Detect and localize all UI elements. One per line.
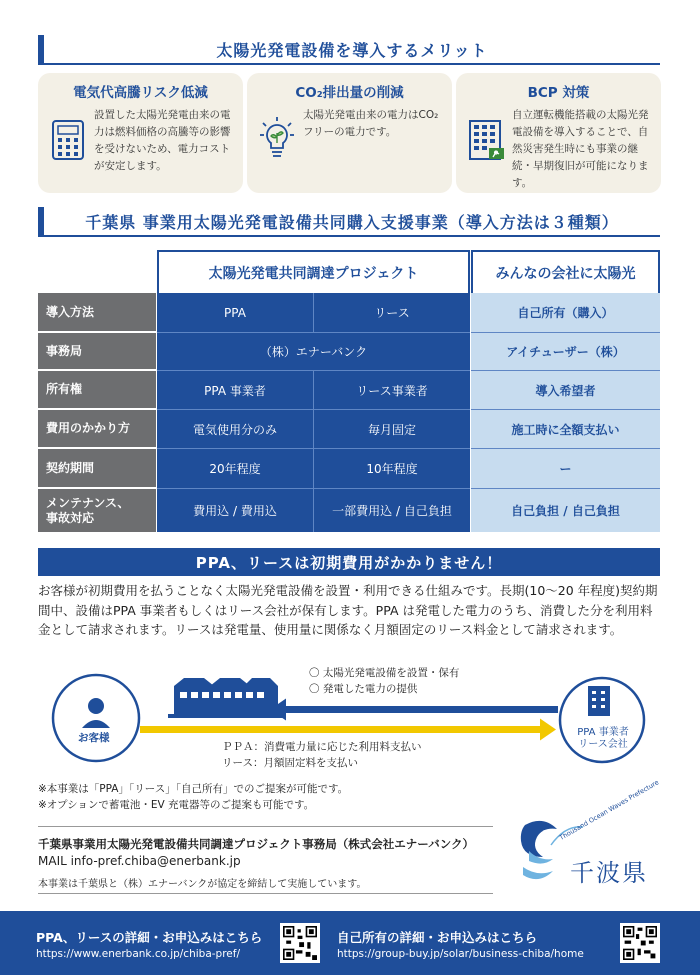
cell-lease: リース xyxy=(314,293,470,333)
benefit-text: 自立運転機能搭載の太陽光発電設備を導入することで、自然災害発生時にも事業の継続・早期復旧が可能になります。 xyxy=(512,109,649,189)
provider-label xyxy=(568,727,638,751)
provider-line1: PPA 事業者 xyxy=(577,727,629,738)
person-icon xyxy=(82,698,110,728)
footer xyxy=(0,911,700,975)
cell-maint-b: 一部費用込 / 自己負担 xyxy=(314,489,470,532)
cell-cost-a: 電気使用分のみ xyxy=(157,410,314,449)
qr-code-icon[interactable] xyxy=(620,923,660,963)
building-icon xyxy=(466,115,506,165)
service-line2: 〇 発電した電力の提供 xyxy=(309,683,418,695)
banner-no-initial-cost: PPA、リースは初期費用がかかりません！ xyxy=(38,548,660,576)
footer-right-title: 自己所有の詳細・お申込みはこちら xyxy=(337,930,538,945)
cell-office-ab: （株）エナーバンク xyxy=(157,333,470,371)
cell-maint-a: 費用込 / 費用込 xyxy=(157,489,314,532)
logo-subtitle: Thousand Ocean Waves Prefecture xyxy=(558,778,661,842)
service-line1: 〇 太陽光発電設備を設置・保有 xyxy=(309,667,460,679)
row-label-term: 契約期間 xyxy=(38,449,156,489)
benefit-title: BCP 対策 xyxy=(527,85,590,101)
benefit-title: 電気代高騰リスク低減 xyxy=(73,85,208,101)
factory-icon xyxy=(168,678,284,718)
qr-code-icon[interactable] xyxy=(280,923,320,963)
payment-line2: リース：月額固定料を支払い xyxy=(222,757,358,769)
cell-term-b: 10年程度 xyxy=(314,449,470,489)
row-label-ownership: 所有権 xyxy=(38,371,156,410)
cell-cost-b: 毎月固定 xyxy=(314,410,470,449)
body-text: お客様が初期費用を払うことなく太陽光発電設備を設置・利用できる仕組みです。長期(10〜20 年程度)契約期間中、設備はPPA 事業者もしくはリース会社が保有します。PPA は発電した電力のうち、消費した分を利用料金として請求されます。リースは発電量、使用量に関係なく月額固定のリース料金として請求されます。 xyxy=(38,583,658,637)
customer-label: お客様 xyxy=(78,732,110,744)
cell-cost-c: 施工時に全額支払い xyxy=(471,410,660,449)
calculator-icon xyxy=(48,115,88,165)
row-label-office: 事務局 xyxy=(38,333,156,371)
benefit-title: CO₂排出量の削減 xyxy=(295,85,404,101)
payment-line1: ＰＰＡ：消費電力量に応じた利用料支払い xyxy=(222,741,422,753)
service-labels xyxy=(309,665,459,697)
cell-term-a: 20年程度 xyxy=(157,449,314,489)
row-label-method: 導入方法 xyxy=(38,293,156,333)
column-head-minna: みんなの会社に太陽光 xyxy=(471,250,660,293)
benefit-text: 太陽光発電由来の電力はCO₂フリーの電力です。 xyxy=(303,109,439,138)
contact-note: 本事業は千葉県と（株）エナーバンクが協定を締結して実施しています。 xyxy=(38,879,367,890)
divider xyxy=(38,826,493,827)
row-label-maintenance xyxy=(38,489,156,532)
row-label-line2: 事故対応 xyxy=(46,510,95,525)
footer-left-title: PPA、リースの詳細・お申込みはこちら xyxy=(36,930,263,945)
benefit-card-bcp xyxy=(456,73,661,193)
arrow-right-yellow xyxy=(140,719,556,741)
contact-mail[interactable]: MAIL info-pref.chiba@enerbank.jp xyxy=(38,854,241,868)
provider-line2: リース会社 xyxy=(578,739,628,750)
row-label-cost: 費用のかかり方 xyxy=(38,410,156,449)
footer-right-url[interactable]: https://group-buy.jp/solar/business-chiba/home xyxy=(337,948,584,960)
cell-own-b: リース事業者 xyxy=(314,371,470,410)
note-line: ※オプションで蓄電池・EV 充電器等のご提案も可能です。 xyxy=(38,799,315,811)
logo-text: 千波県 xyxy=(570,859,648,887)
row-label-line1: メンテナンス、 xyxy=(46,495,130,510)
cell-self: 自己所有（購入） xyxy=(471,293,660,333)
column-head-joint-project: 太陽光発電共同調達プロジェクト xyxy=(157,250,470,293)
section-title-methods: 千葉県 事業用太陽光発電設備共同購入支援事業（導入方法は３種類） xyxy=(38,207,660,237)
note-line: ※本事業は「PPA」「リース」「自己所有」でのご提案が可能です。 xyxy=(38,783,349,795)
cell-office-c: アイチューザー（株） xyxy=(471,333,660,371)
cell-own-c: 導入希望者 xyxy=(471,371,660,410)
arrow-left-blue xyxy=(270,699,558,721)
payment-labels xyxy=(222,739,422,771)
office-building-icon xyxy=(588,686,610,716)
cell-term-c: ー xyxy=(471,449,660,489)
cell-own-a: PPA 事業者 xyxy=(157,371,314,410)
benefit-card-cost xyxy=(38,73,243,193)
lightbulb-icon xyxy=(257,115,297,165)
contact-title: 千葉県事業用太陽光発電設備共同調達プロジェクト事務局（株式会社エナーバンク） xyxy=(38,837,474,851)
cell-ppa: PPA xyxy=(157,293,314,333)
customer-circle xyxy=(53,675,139,761)
footer-left-url[interactable]: https://www.enerbank.co.jp/chiba-pref/ xyxy=(36,948,240,960)
section-title-merit: 太陽光発電設備を導入するメリット xyxy=(38,35,660,65)
benefit-card-co2 xyxy=(247,73,452,193)
benefit-text: 設置した太陽光発電由来の電力は燃料価格の高騰等の影響を受けないため、電力コストが安定します。 xyxy=(94,109,231,172)
cell-maint-c: 自己負担 / 自己負担 xyxy=(471,489,660,532)
divider xyxy=(38,893,493,894)
